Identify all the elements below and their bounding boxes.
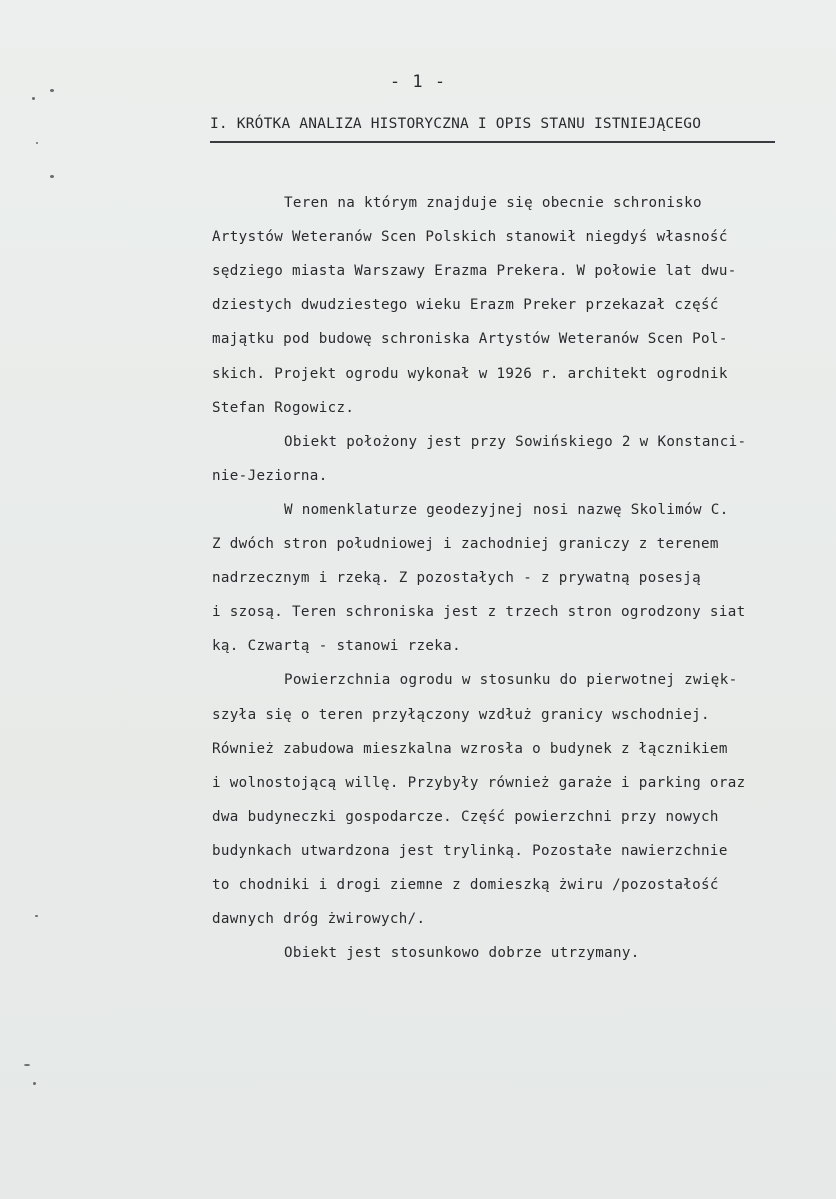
body-line: i wolnostojącą willę. Przybyły również garaże i parking oraz — [212, 774, 746, 791]
body-line: Również zabudowa mieszkalna wzrosła o budynek z łącznikiem — [212, 740, 728, 757]
page-number: - 1 - — [389, 72, 447, 92]
margin-speck — [35, 915, 38, 917]
heading-underline — [210, 141, 775, 143]
body-line: Stefan Rogowicz. — [212, 399, 355, 416]
body-line: i szosą. Teren schroniska jest z trzech stron ogrodzony siat — [212, 604, 746, 621]
section-heading: I. KRÓTKA ANALIZA HISTORYCZNA I OPIS STANU ISTNIEJĄCEGO — [210, 116, 702, 132]
body-line: skich. Projekt ogrodu wykonał w 1926 r. architekt ogrodnik — [212, 365, 728, 382]
body-line: Obiekt jest stosunkowo dobrze utrzymany. — [284, 945, 640, 962]
margin-speck — [33, 1082, 36, 1085]
body-line: szyła się o teren przyłączony wzdłuż granicy wschodniej. — [212, 706, 710, 723]
body-line: Teren na którym znajduje się obecnie schronisko — [284, 195, 702, 211]
margin-speck — [36, 142, 38, 144]
margin-speck — [50, 89, 54, 92]
margin-speck — [24, 1064, 30, 1066]
body-line: W nomenklaturze geodezyjnej nosi nazwę Skolimów C. — [284, 501, 729, 518]
body-line: dwa budyneczki gospodarcze. Część powierzchni przy nowych — [212, 808, 719, 825]
body-line: nadrzecznym i rzeką. Z pozostałych - z prywatną posesją — [212, 570, 702, 587]
body-line: budynkach utwardzona jest trylinką. Pozostałe nawierzchnie — [212, 842, 728, 859]
body-line: Z dwóch stron południowej i zachodniej graniczy z terenem — [212, 536, 719, 552]
body-line: sędziego miasta Warszawy Erazma Prekera. W połowie lat dwu- — [212, 263, 737, 280]
margin-speck — [32, 97, 35, 100]
body-line: nie-Jeziorna. — [212, 467, 328, 484]
body-line: majątku pod budowę schroniska Artystów Weteranów Scen Pol- — [212, 331, 728, 348]
body-line: dziestych dwudziestego wieku Erazm Preker przekazał część — [212, 297, 719, 314]
body-line: ką. Czwartą - stanowi rzeka. — [212, 638, 461, 655]
margin-speck — [50, 175, 54, 178]
body-line: to chodniki i drogi ziemne z domieszką żwiru /pozostałość — [212, 877, 719, 893]
body-line: dawnych dróg żwirowych/. — [212, 911, 426, 928]
body-line: Obiekt położony jest przy Sowińskiego 2 w Konstanci- — [284, 433, 747, 450]
body-line: Artystów Weteranów Scen Polskich stanowił niegdyś własność — [212, 229, 728, 246]
body-line: Powierzchnia ogrodu w stosunku do pierwotnej zwięk- — [284, 672, 738, 689]
